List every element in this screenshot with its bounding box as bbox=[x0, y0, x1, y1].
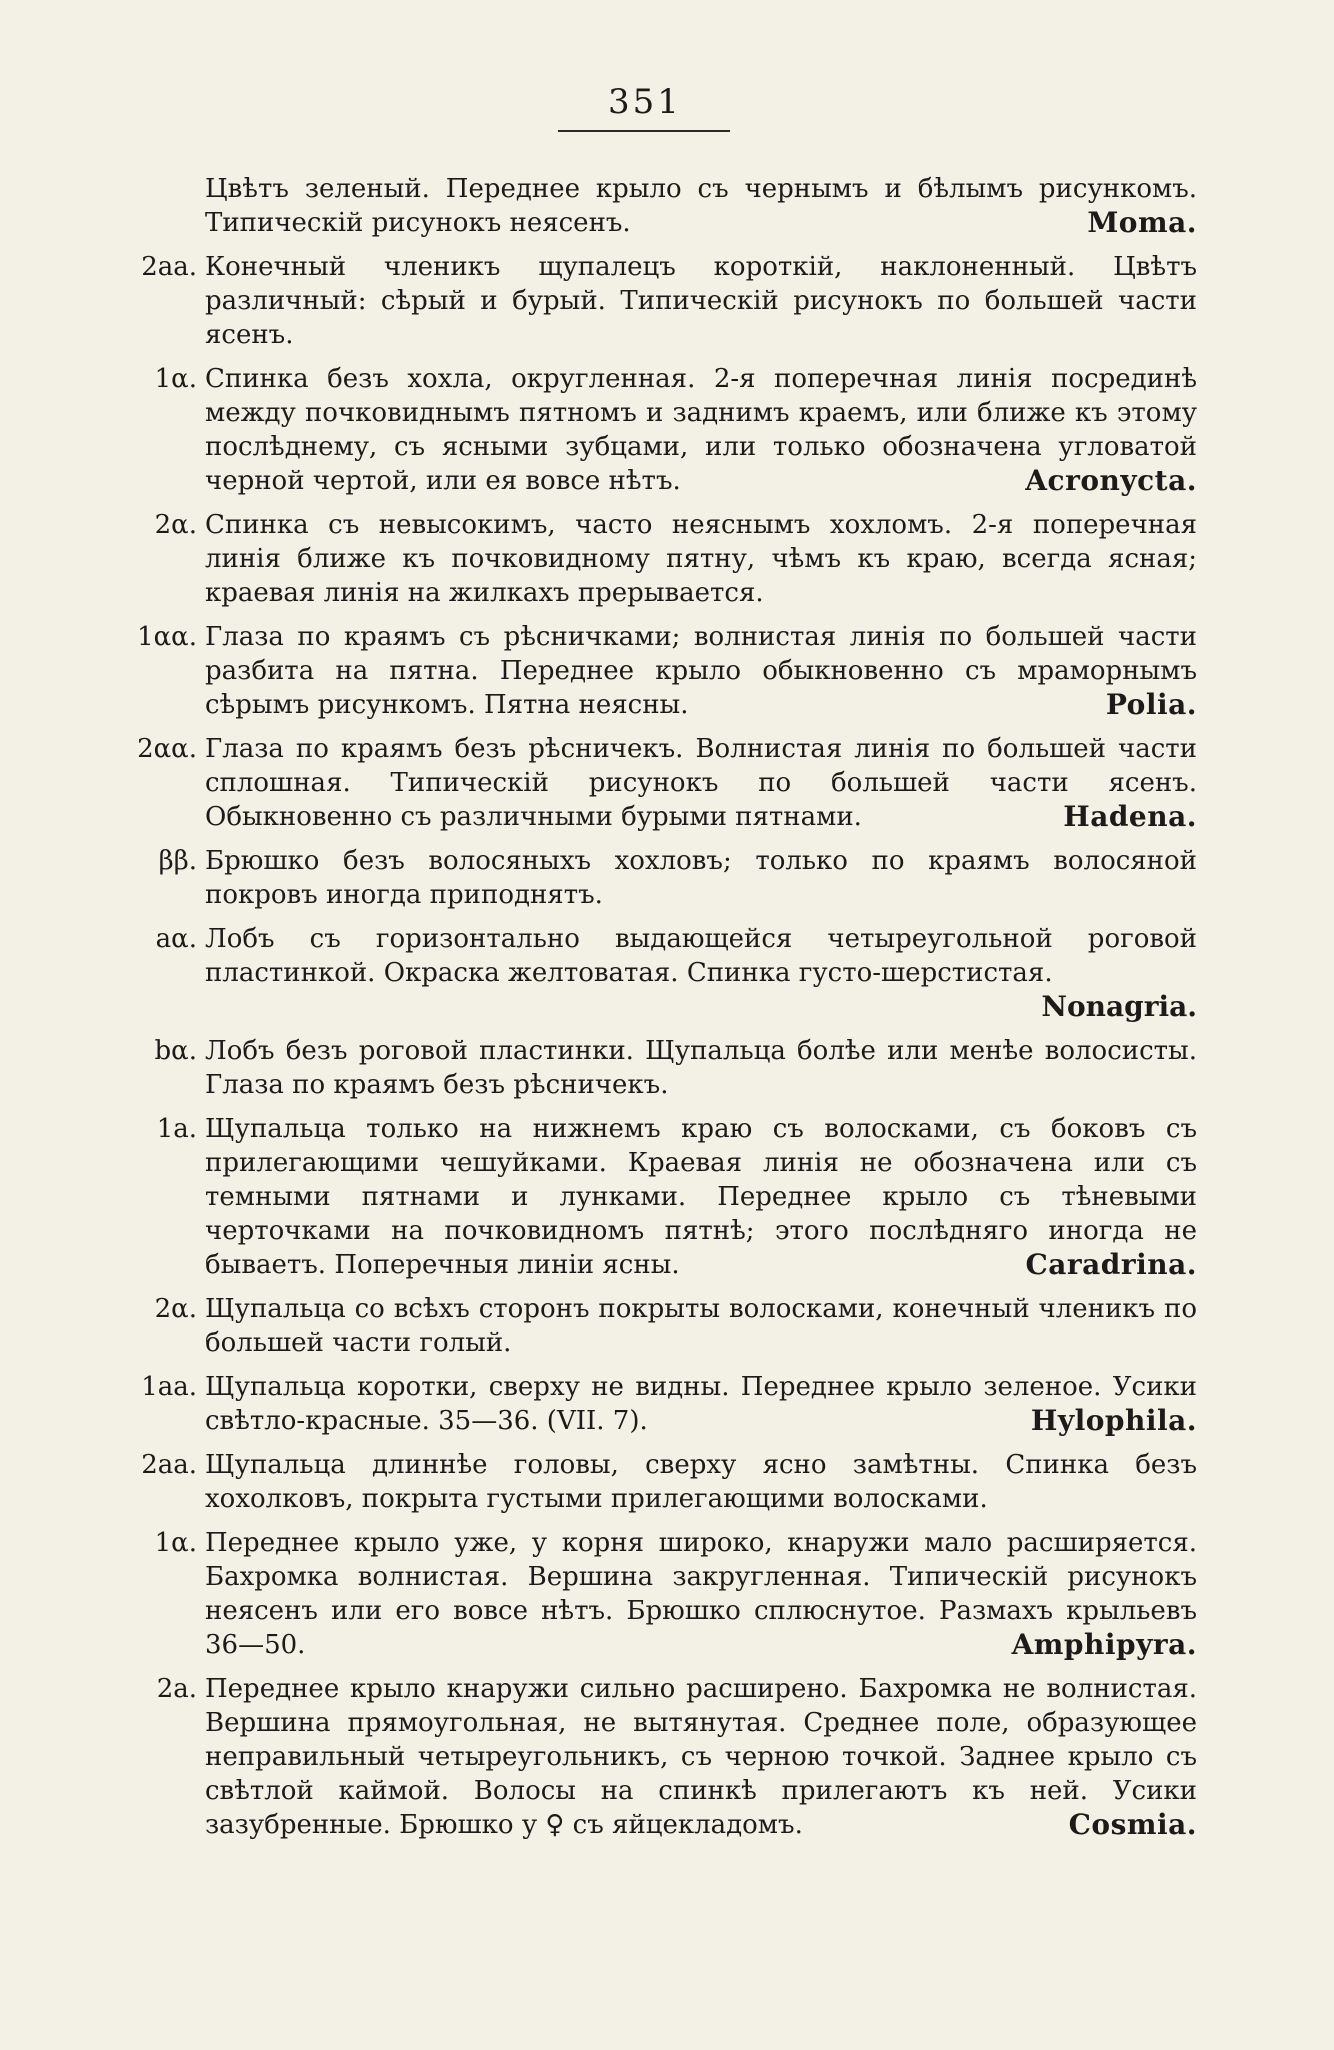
key-entry bbox=[92, 1112, 1197, 1282]
entry-text: Спинка безъ хохла, округленная. 2-я поперечная линія посрединѣ между почковиднымъ пятномъ и заднимъ краемъ, или ближе къ этому послѣднему, съ ясными зубцами, или только обозначена угловатой черной чертой, или ея вовсе нѣтъ. bbox=[205, 364, 1197, 496]
entry-marker: 1α. bbox=[154, 1528, 197, 1558]
key-entry bbox=[92, 1292, 1197, 1360]
key-entry bbox=[92, 922, 1197, 1024]
genus-name: Hadena. bbox=[1063, 800, 1197, 833]
key-entry bbox=[92, 844, 1197, 912]
entry-text: Лобъ безъ роговой пластинки. Щупальца болѣе или менѣе волосисты. Глаза по краямъ безъ рѣсничекъ. bbox=[205, 1036, 1197, 1100]
genus-name: Cosmia. bbox=[1068, 1808, 1197, 1841]
entry-marker: 2α. bbox=[154, 510, 197, 540]
entry-text: Щупальца только на нижнемъ краю съ волосками, съ боковъ съ прилегающими чешуйками. Краевая линія не обозначена или съ темными пятнами и лунками. Переднее крыло съ тѣневыми черточками на почковидномъ пятнѣ; этого послѣдняго иногда не бываетъ. Поперечныя линіи ясны. bbox=[205, 1114, 1197, 1280]
header-rule bbox=[558, 130, 730, 132]
entry-text: Лобъ съ горизонтально выдающейся четыреугольной роговой пластинкой. Окраска желтоватая. Спинка густо-шерстистая. bbox=[205, 924, 1197, 988]
entry-text: Спинка съ невысокимъ, часто неяснымъ хохломъ. 2-я поперечная линія ближе къ почковидному пятну, чѣмъ къ краю, всегда ясная; краевая линія на жилкахъ прерывается. bbox=[205, 510, 1197, 608]
entry-marker: 1αα. bbox=[137, 622, 197, 652]
entry-marker: 1aa. bbox=[141, 1372, 197, 1402]
genus-name: Hylophila. bbox=[1030, 1404, 1197, 1437]
key-entry bbox=[92, 1370, 1197, 1438]
key-entry bbox=[92, 620, 1197, 722]
entry-text: Брюшко безъ волосяныхъ хохловъ; только по краямъ волосяной покровъ иногда приподнятъ. bbox=[205, 846, 1197, 910]
key-entry bbox=[92, 732, 1197, 834]
genus-name: Polia. bbox=[1105, 688, 1197, 721]
entry-marker: 1α. bbox=[154, 364, 197, 394]
genus-name: Caradrina. bbox=[1025, 1248, 1197, 1281]
genus-name: Acronycta. bbox=[1025, 464, 1197, 497]
genus-name: Moma. bbox=[1087, 206, 1197, 239]
key-entry bbox=[92, 362, 1197, 498]
entry-text: Щупальца коротки, сверху не видны. Переднее крыло зеленое. Усики свѣтло-красные. 35—36. (VII. 7). bbox=[205, 1372, 1197, 1436]
entry-text: Щупальца длиннѣе головы, сверху ясно замѣтны. Спинка безъ хохолковъ, покрыта густыми прилегающими волосками. bbox=[205, 1450, 1197, 1514]
key-entry bbox=[92, 1672, 1197, 1842]
entry-marker: 2a. bbox=[156, 1674, 197, 1704]
entry-marker: 2αα. bbox=[137, 734, 197, 764]
page-number: 351 bbox=[608, 82, 682, 122]
entry-text: Конечный членикъ щупалецъ короткій, наклоненный. Цвѣтъ различный: сѣрый и бурый. Типическій рисунокъ по большей части ясенъ. bbox=[205, 252, 1197, 350]
key-entry bbox=[92, 172, 1197, 240]
entry-marker: 2aa. bbox=[141, 252, 197, 282]
key-entry bbox=[92, 250, 1197, 352]
entry-text: Переднее крыло уже, у корня широко, кнаружи мало расширяется. Бахромка волнистая. Вершина закругленная. Типическій рисунокъ неясенъ или его вовсе нѣтъ. Брюшко сплюснутое. Размахъ крыльевъ 36—50. bbox=[205, 1528, 1197, 1660]
entry-text: Глаза по краямъ съ рѣсничками; волнистая линія по большей части разбита на пятна. Переднее крыло обыкновенно съ мраморнымъ сѣрымъ рисункомъ. Пятна неясны. bbox=[205, 622, 1197, 720]
entry-text: Щупальца со всѣхъ сторонъ покрыты волосками, конечный членикъ по большей части голый. bbox=[205, 1294, 1197, 1358]
entry-marker: 2α. bbox=[154, 1294, 197, 1324]
entry-text: Переднее крыло кнаружи сильно расширено. Бахромка не волнистая. Вершина прямоугольная, не вытянутая. Среднее поле, образующее неправильный четыреугольникъ, съ черною точкой. Заднее крыло съ свѣтлой каймой. Волосы на спинкѣ прилегаютъ къ ней. Усики зазубренные. Брюшко у ♀ съ яйцекладомъ. bbox=[205, 1674, 1197, 1840]
entry-marker: 1a. bbox=[156, 1114, 197, 1144]
entry-text: Цвѣтъ зеленый. Переднее крыло съ чернымъ и бѣлымъ рисункомъ. Типическій рисунокъ неясенъ. bbox=[205, 174, 1197, 238]
key-entry bbox=[92, 508, 1197, 610]
genus-name: Nonagria. bbox=[1041, 990, 1197, 1023]
key-entries bbox=[92, 172, 1197, 1852]
entry-marker: 2aa. bbox=[141, 1450, 197, 1480]
entry-marker: bα. bbox=[154, 1036, 197, 1066]
entry-marker: ββ. bbox=[158, 846, 197, 876]
entry-text: Глаза по краямъ безъ рѣсничекъ. Волнистая линія по большей части сплошная. Типическій рисунокъ по большей части ясенъ. Обыкновенно съ различными бурыми пятнами. bbox=[205, 734, 1197, 832]
genus-name: Amphipyra. bbox=[1011, 1628, 1197, 1661]
entry-marker: aα. bbox=[155, 924, 197, 954]
key-entry bbox=[92, 1526, 1197, 1662]
key-entry bbox=[92, 1034, 1197, 1102]
key-entry bbox=[92, 1448, 1197, 1516]
